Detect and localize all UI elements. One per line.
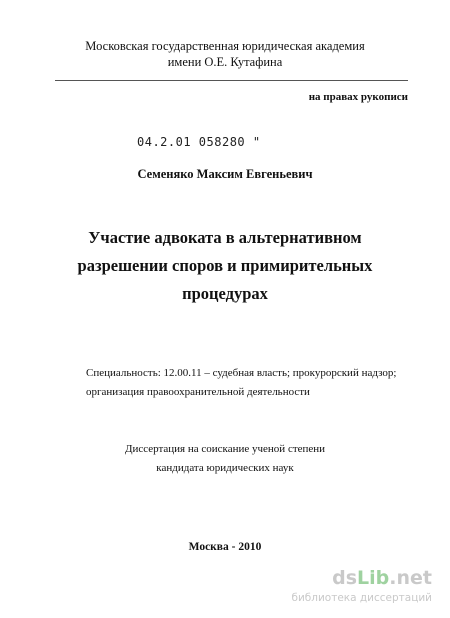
watermark-subtitle: библиотека диссертаций [291, 592, 432, 604]
watermark-logo-part-2: Lib [357, 567, 390, 589]
specialty-line-1: Специальность: 12.00.11 – судебная власть; прокурорский надзор; [86, 367, 397, 379]
registration-stamp: 04.2.01 058280 " [137, 135, 261, 149]
title-line-2: разрешении споров и примирительных [77, 256, 373, 275]
city-year: Москва - 2010 [188, 541, 262, 553]
title-line-1: Участие адвоката в альтернативном [88, 228, 362, 247]
specialty-line-2: организация правоохранительной деятельности [86, 386, 310, 398]
title-line-3: процедурах [182, 284, 268, 303]
watermark-logo-part-3: .net [389, 567, 432, 589]
watermark-logo-part-1: ds [332, 567, 358, 589]
degree-line-1: Диссертация на соискание ученой степени [124, 443, 326, 455]
header-divider [55, 80, 408, 81]
watermark-logo [332, 567, 432, 589]
degree-line-2: кандидата юридических наук [156, 462, 294, 474]
institution-name-line-1: Московская государственная юридическая академия [85, 39, 365, 53]
rights-note: на правах рукописи [308, 91, 408, 103]
institution-name-line-2: имени О.Е. Кутафина [167, 55, 283, 69]
author-name: Семеняко Максим Евгеньевич [137, 167, 313, 181]
